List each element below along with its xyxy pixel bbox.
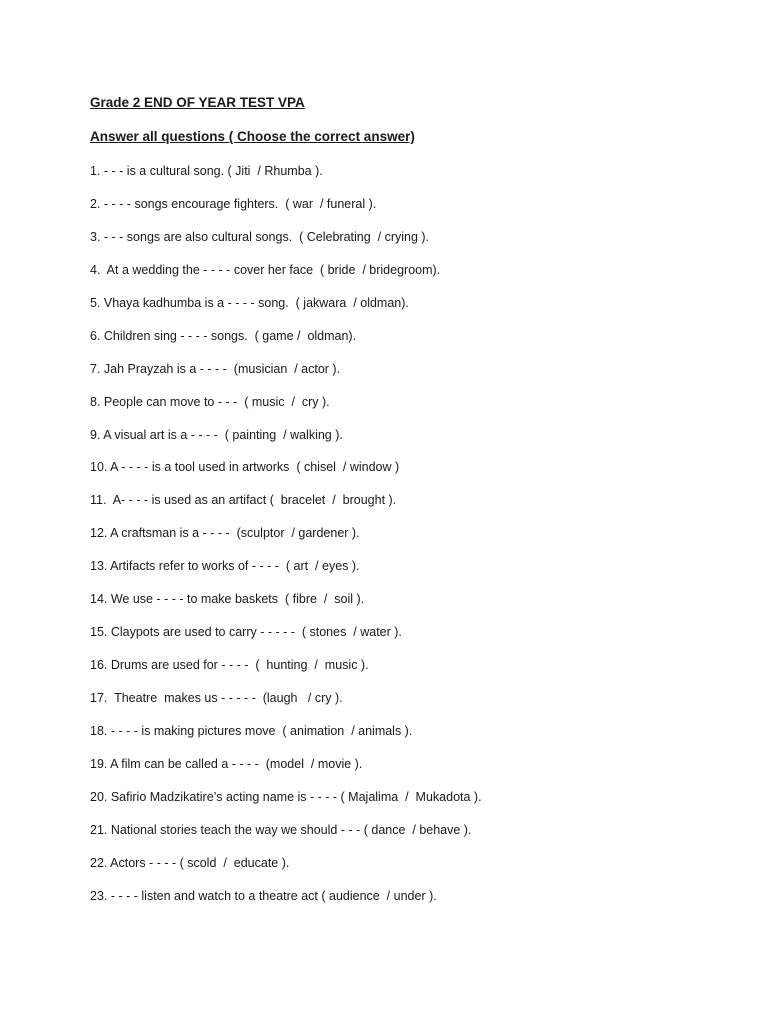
question-item: 18. - - - - is making pictures move ( animation / animals ). <box>90 723 413 738</box>
question-item: 2. - - - - songs encourage fighters. ( war / funeral ). <box>90 196 377 211</box>
question-item: 13. Artifacts refer to works of - - - - ( art / eyes ). <box>90 559 360 574</box>
question-item: 16. Drums are used for - - - - ( hunting / music ). <box>90 658 369 673</box>
page-title: Grade 2 END OF YEAR TEST VPA <box>90 95 305 110</box>
question-item: 11. A- - - - is used as an artifact ( bracelet / brought ). <box>90 493 397 508</box>
question-item: 4. At a wedding the - - - - cover her face ( bride / bridegroom). <box>90 262 441 277</box>
question-item: 10. A - - - - is a tool used in artworks ( chisel / window ) <box>90 460 400 475</box>
question-item: 6. Children sing - - - - songs. ( game / oldman). <box>90 328 357 343</box>
question-item: 20. Safirio Madzikatire’s acting name is - - - - ( Majalima / Mukadota ). <box>90 789 482 804</box>
question-item: 23. - - - - listen and watch to a theatre act ( audience / under ). <box>90 888 437 903</box>
question-item: 19. A film can be called a - - - - (model / movie ). <box>90 756 363 771</box>
question-item: 22. Actors - - - - ( scold / educate ). <box>90 855 290 870</box>
question-item: 15. Claypots are used to carry - - - - - ( stones / water ). <box>90 625 402 640</box>
question-item: 9. A visual art is a - - - - ( painting / walking ). <box>90 427 343 442</box>
question-item: 5. Vhaya kadhumba is a - - - - song. ( jakwara / oldman). <box>90 295 409 310</box>
question-item: 17. Theatre makes us - - - - - (laugh / cry ). <box>90 691 343 705</box>
question-item: 7. Jah Prayzah is a - - - - (musician / actor ). <box>90 361 341 376</box>
instructions-heading: Answer all questions ( Choose the correct answer) <box>90 129 415 144</box>
question-item: 8. People can move to - - - ( music / cry ). <box>90 394 330 409</box>
question-item: 1. - - - is a cultural song. ( Jiti / Rhumba ). <box>90 164 323 178</box>
question-list <box>90 163 482 921</box>
question-item: 12. A craftsman is a - - - - (sculptor / gardener ). <box>90 526 360 541</box>
question-item: 21. National stories teach the way we should - - - ( dance / behave ). <box>90 822 472 837</box>
question-item: 14. We use - - - - to make baskets ( fibre / soil ). <box>90 592 365 607</box>
question-item: 3. - - - songs are also cultural songs. ( Celebrating / crying ). <box>90 229 430 244</box>
